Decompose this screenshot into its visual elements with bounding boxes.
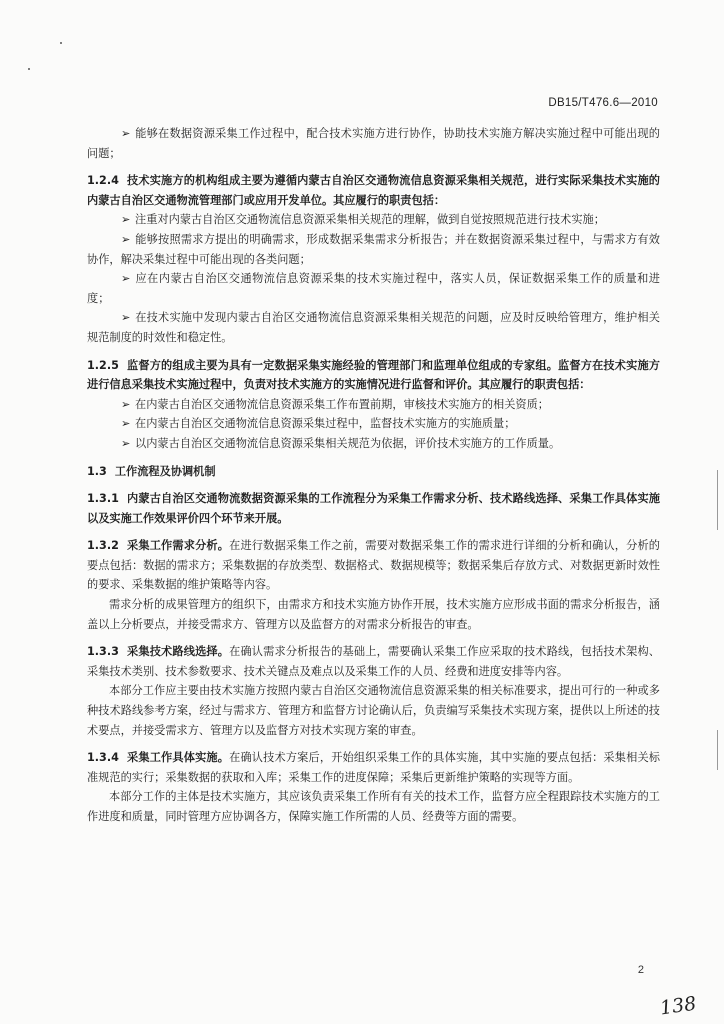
arrow-bullet-icon: ➢ (121, 232, 131, 246)
bullet-text: 在内蒙古自治区交通物流信息资源采集工作布置前期，审核技术实施方的相关资质； (135, 397, 549, 411)
section-paragraph (87, 489, 660, 528)
bullet-item (87, 230, 660, 269)
section-lead: 监督方的组成主要为具有一定数据采集实施经验的管理部门和监理单位组成的专家组。监督方在技术实施方进行信息采集技术实施过程中，负责对技术实施方的实施情况进行监督和评价。其应履行的职责包括： (87, 358, 660, 392)
arrow-bullet-icon: ➢ (121, 397, 131, 411)
bullet-item (87, 308, 660, 347)
bullet-item (87, 210, 660, 230)
paragraph-gap (87, 163, 660, 171)
section-lead: 工作流程及协调机制 (114, 464, 216, 478)
section-lead: 技术实施方的机构组成主要为遵循内蒙古自治区交通物流信息资源采集相关规范，进行实际采集技术实施的内蒙古自治区交通物流管理部门或应用开发单位。其应履行的职责包括： (87, 174, 660, 207)
arrow-bullet-icon: ➢ (121, 311, 131, 325)
paragraph-gap (87, 528, 660, 536)
handwritten-page-number: 138 (658, 992, 698, 1020)
section-number: 1.2.4 (87, 174, 119, 188)
paragraph-gap (87, 481, 660, 489)
bullet-text: 能够在数据资源采集工作过程中，配合技术实施方进行协作，协助技术实施方解决实施过程中可能出现的问题； (87, 127, 660, 160)
arrow-bullet-icon: ➢ (121, 213, 131, 227)
page-number: 2 (637, 964, 644, 976)
section-number: 1.3.3 (87, 645, 119, 659)
section-number: 1.3.2 (87, 539, 119, 553)
section-paragraph (87, 748, 660, 787)
arrow-bullet-icon: ➢ (121, 417, 131, 431)
arrow-bullet-icon: ➢ (121, 127, 131, 140)
body-paragraph: 本部分工作的主体是技术实施方，其应该负责采集工作所有有关的技术工作，监督方应全程跟踪技术实施方的工作进度和质量，同时管理方应协调各方，保障实施工作所需的人员、经费等方面的需要。 (87, 790, 660, 823)
section-paragraph (87, 536, 660, 595)
paragraph-gap (87, 454, 660, 462)
section-text: 在确认需求分析报告的基础上，需要确认采集工作应采取的技术路线，包括技术架构、采集技术类别、技术参数要求、技术关键点及难点以及采集工作的人员、经费和进度安排等内容。 (87, 645, 660, 678)
paragraph-gap (87, 348, 660, 356)
section-lead: 内蒙古自治区交通物流数据资源采集的工作流程分为采集工作需求分析、技术路线选择、采集工作具体实施以及实施工作效果评价四个环节来开展。 (87, 492, 660, 525)
section-text: 在确认技术方案后，开始组织采集工作的具体实施，其中实施的要点包括：采集相关标准规范的实行；采集数据的获取和入库；采集工作的进度保障；采集后更新维护策略的实现等方面。 (87, 751, 660, 784)
section-lead: 采集工作需求分析。 (126, 539, 230, 553)
section-title (87, 462, 660, 482)
scan-edge-mark (717, 470, 718, 530)
bullet-text: 以内蒙古自治区交通物流信息资源采集相关规范为依据，评价技术实施方的工作质量。 (135, 436, 561, 450)
scan-edge-mark (717, 730, 718, 770)
body-paragraph: 需求分析的成果管理方的组织下，由需求方和技术实施方协作开展，技术实施方应形成书面的需求分析报告，涵盖以上分析要点，并接受需求方、管理方以及监督方的对需求分析报告的审查。 (87, 598, 660, 631)
paragraph-gap (87, 634, 660, 642)
section-number: 1.3.4 (87, 751, 119, 765)
section-lead: 采集技术路线选择。 (126, 645, 230, 659)
scan-speck (28, 68, 30, 70)
arrow-bullet-icon: ➢ (121, 272, 131, 286)
arrow-bullet-icon: ➢ (121, 436, 131, 450)
bullet-item (87, 124, 660, 163)
bullet-text: 在技术实施中发现内蒙古自治区交通物流信息资源采集相关规范的问题，应及时反映给管理方，维护相关规范制度的时效性和稳定性。 (87, 311, 660, 344)
scan-speck (60, 42, 62, 44)
section-paragraph (87, 356, 660, 395)
section-number: 1.2.5 (87, 358, 119, 372)
bullet-text: 在内蒙古自治区交通物流信息资源采集过程中，监督技术实施方的实施质量； (135, 417, 516, 431)
bullet-item (87, 434, 660, 454)
paragraph-gap (87, 740, 660, 748)
section-lead: 采集工作具体实施。 (126, 751, 230, 765)
body-paragraph: 本部分工作应主要由技术实施方按照内蒙古自治区交通物流信息资源采集的相关标准要求，提出可行的一种或多种技术路线参考方案，经过与需求方、管理方和监督方讨论确认后，负责编写采集技术实现方案，提供以上所述的技术要点，并接受需求方、管理方以及监督方对技术实现方案的审查。 (87, 684, 660, 737)
bullet-item (87, 395, 660, 415)
bullet-text: 能够按照需求方提出的明确需求，形成数据采集需求分析报告；并在数据资源采集过程中，与需求方有效协作，解决采集过程中可能出现的各类问题； (87, 232, 660, 266)
bullet-item (87, 269, 660, 308)
bullet-text: 注重对内蒙古自治区交通物流信息资源采集相关规范的理解，做到自觉按照规范进行技术实施； (135, 213, 605, 227)
section-paragraph (87, 171, 660, 210)
section-text: 在进行数据采集工作之前，需要对数据采集工作的需求进行详细的分析和确认，分析的要点包括：数据的需求方；采集数据的存放类型、数据格式、数据规模等；数据采集后存放方式、对数据更新时效性的要求、采集数据的维护策略等内容。 (87, 539, 660, 592)
bullet-text: 应在内蒙古自治区交通物流信息资源采集的技术实施过程中，落实人员，保证数据采集工作的质量和进度； (87, 272, 660, 305)
bullet-item (87, 414, 660, 434)
section-number: 1.3 (87, 464, 107, 478)
section-paragraph (87, 642, 660, 681)
document-body (87, 124, 660, 827)
document-code: DB15/T476.6—2010 (548, 97, 658, 109)
section-number: 1.3.1 (87, 492, 119, 506)
